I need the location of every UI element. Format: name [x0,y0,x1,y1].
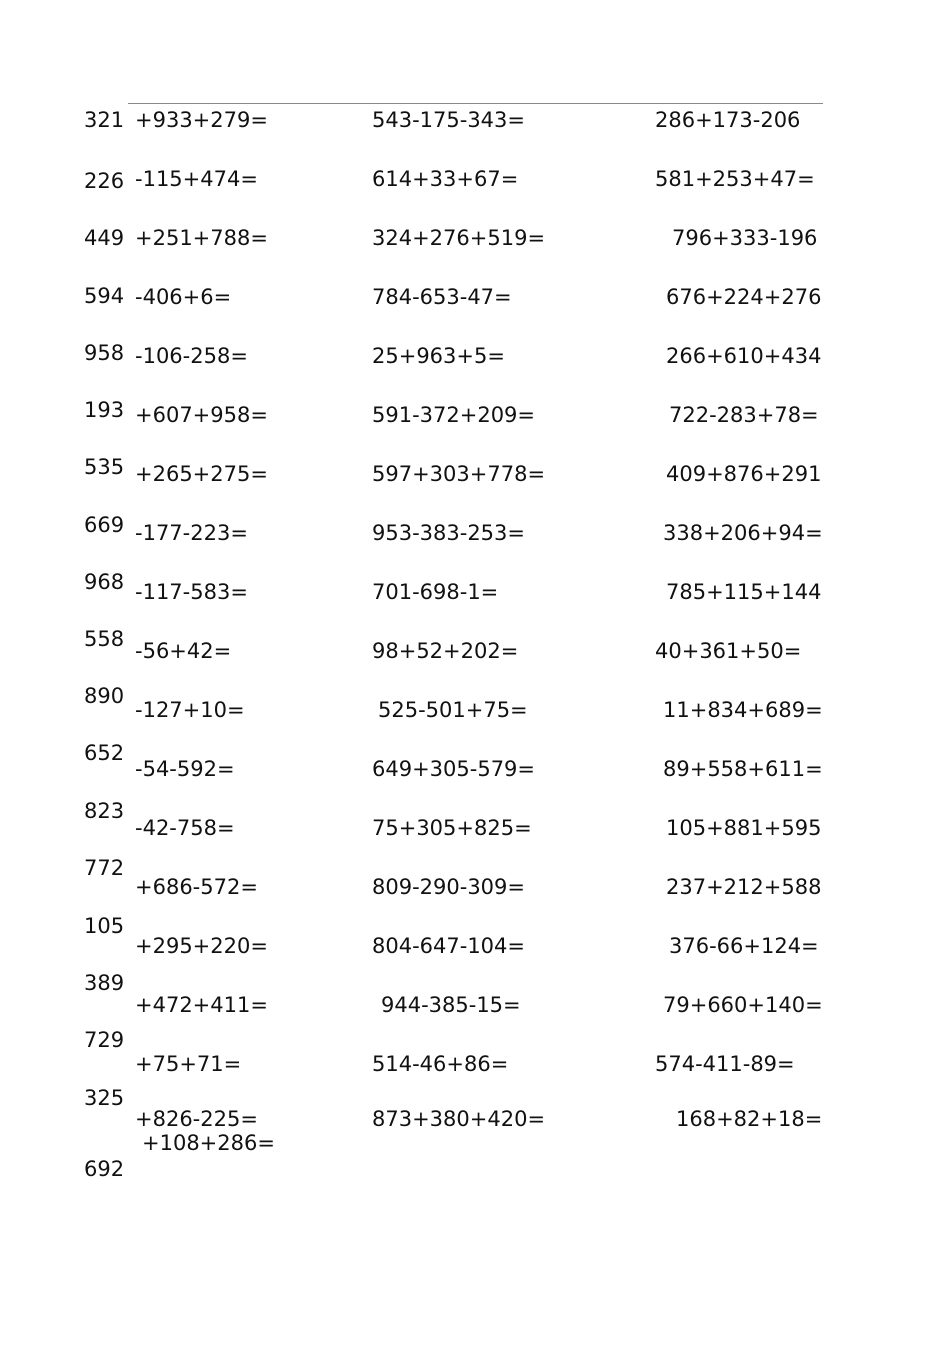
lead-number: 652 [84,741,125,765]
lead-number: 193 [84,398,125,422]
lead-number: 535 [84,455,125,479]
expression-col1: -42-758= [135,816,235,840]
exercise-row [0,627,950,689]
expression-col2: 873+380+420= [372,1107,546,1131]
expression-col2: 784-653-47= [372,285,512,309]
exercise-row [0,570,950,630]
exercise-row [0,741,950,807]
expression-col1: -115+474= [135,167,258,191]
expression-col1: -117-583= [135,580,248,604]
expression-col3: 286+173-206 [655,108,801,132]
expression-col3: 785+115+144 [666,580,822,604]
expression-col3: 409+876+291 [666,462,822,486]
lead-number: 968 [84,570,125,594]
expression-col3: 168+82+18= [676,1107,823,1131]
exercise-row [0,341,950,394]
lead-number: 890 [84,684,125,708]
exercise-row [0,108,950,158]
lead-number: 321 [84,108,125,132]
expression-col1: +265+275= [135,462,268,486]
expression-col1: +295+220= [135,934,268,958]
expression-col2: 701-698-1= [372,580,499,604]
exercise-row [0,513,950,571]
lead-number: 558 [84,627,125,651]
expression-col3: 40+361+50= [655,639,802,663]
lead-number: 772 [84,856,125,880]
lead-number: 958 [84,341,125,365]
exercise-row [0,971,950,1043]
expression-col2: 543-175-343= [372,108,525,132]
exercise-row [0,226,950,276]
expression-col3: 266+610+434 [666,344,822,368]
expression-col3: 105+881+595 [666,816,822,840]
expression-col2: 591-372+209= [372,403,536,427]
expression-col1: +686-572= [135,875,258,899]
expression-col1: +75+71= [135,1052,242,1076]
expression-col1: -127+10= [135,698,245,722]
tail-expression: +108+286= [142,1131,275,1155]
exercise-row [0,914,950,984]
lead-number: 325 [84,1086,125,1110]
lead-number: 729 [84,1028,125,1052]
lead-number: 226 [84,169,125,193]
expression-col1: +472+411= [135,993,268,1017]
expression-col1: +251+788= [135,226,268,250]
exercise-row [0,167,950,217]
expression-col2: 953-383-253= [372,521,525,545]
exercise-row [0,684,950,748]
exercise-row [0,285,950,335]
expression-col2: 514-46+86= [372,1052,509,1076]
expression-col2: 809-290-309= [372,875,525,899]
expression-col1: -106-258= [135,344,248,368]
exercise-row [0,1086,950,1157]
expression-col3: 376-66+124= [669,934,819,958]
expression-col3: 676+224+276 [666,285,822,309]
expression-col2: 804-647-104= [372,934,525,958]
expression-col2: 944-385-15= [381,993,521,1017]
lead-number: 669 [84,513,125,537]
lead-number: 449 [84,226,125,250]
expression-col3: 796+333-196 [672,226,818,250]
expression-col1: -406+6= [135,285,232,309]
exercise-row [0,398,950,453]
exercise-row [0,856,950,925]
expression-col1: +826-225= [135,1107,258,1131]
expression-col1: +933+279= [135,108,268,132]
lead-number: 594 [84,284,125,308]
expression-col3: 338+206+94= [663,521,823,545]
expression-col2: 614+33+67= [372,167,519,191]
expression-col2: 649+305-579= [372,757,536,781]
tail-lead-number: 692 [84,1157,125,1181]
expression-col3: 722-283+78= [669,403,819,427]
expression-col2: 324+276+519= [372,226,546,250]
expression-col1: +607+958= [135,403,268,427]
expression-col2: 25+963+5= [372,344,505,368]
expression-col2: 75+305+825= [372,816,532,840]
expression-col1: -177-223= [135,521,248,545]
expression-col2: 597+303+778= [372,462,546,486]
expression-col3: 574-411-89= [655,1052,795,1076]
expression-col3: 89+558+611= [663,757,823,781]
expression-col3: 11+834+689= [663,698,823,722]
exercise-row [0,799,950,866]
exercise-row [0,455,950,512]
expression-col2: 525-501+75= [378,698,528,722]
expression-col3: 237+212+588 [666,875,822,899]
expression-col1: -56+42= [135,639,232,663]
lead-number: 823 [84,799,125,823]
expression-col2: 98+52+202= [372,639,519,663]
lead-number: 105 [84,914,125,938]
expression-col3: 581+253+47= [655,167,815,191]
lead-number: 389 [84,971,125,995]
expression-col3: 79+660+140= [663,993,823,1017]
expression-col1: -54-592= [135,757,235,781]
exercise-row [0,1028,950,1102]
